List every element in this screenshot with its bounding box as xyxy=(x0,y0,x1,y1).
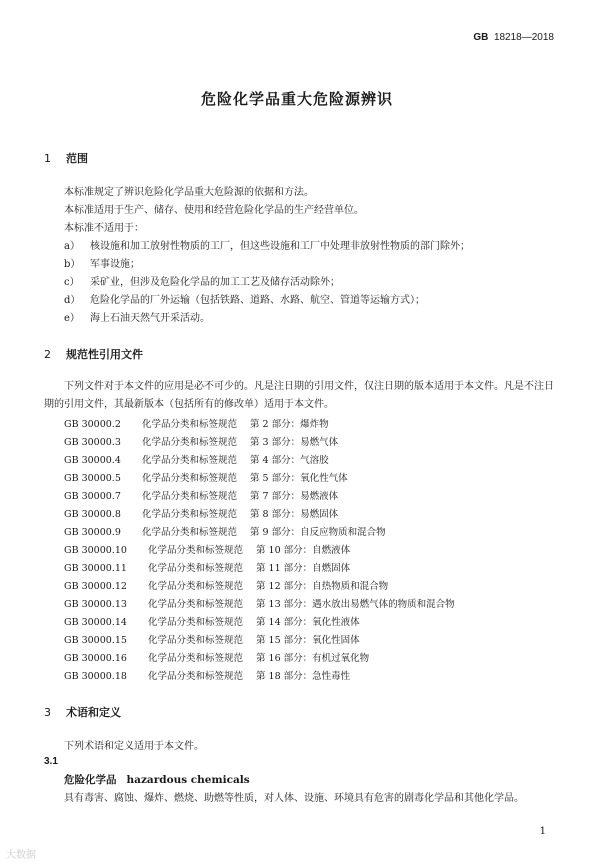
paragraph: 本标准适用于生产、储存、使用和经营危险化学品的生产经营单位。 xyxy=(64,205,364,216)
list-marker: c） xyxy=(64,277,80,288)
reference-item xyxy=(64,650,369,664)
reference-part: 第 3 部分：易燃气体 xyxy=(250,437,339,448)
reference-code: GB 30000.15 xyxy=(64,635,127,646)
reference-title: 化学品分类和标签规范 xyxy=(148,671,244,682)
reference-item xyxy=(64,488,338,502)
reference-code: GB 30000.13 xyxy=(64,599,127,610)
reference-part: 第 4 部分：气溶胶 xyxy=(250,455,329,466)
reference-item xyxy=(64,542,350,556)
reference-item xyxy=(64,470,348,484)
reference-title: 化学品分类和标签规范 xyxy=(142,473,238,484)
term-english: hazardous chemicals xyxy=(126,774,250,786)
reference-part: 第 7 部分：易燃液体 xyxy=(250,491,339,502)
reference-item xyxy=(64,452,329,466)
reference-code: GB 30000.8 xyxy=(64,509,121,520)
reference-code: GB 30000.3 xyxy=(64,437,121,448)
reference-code: GB 30000.7 xyxy=(64,491,121,502)
reference-code: GB 30000.14 xyxy=(64,617,127,628)
section-2-heading xyxy=(44,346,143,362)
reference-part: 第 11 部分：自燃固体 xyxy=(256,563,351,574)
list-text: 采矿业，但涉及危险化学品的加工工艺及储存活动除外； xyxy=(90,277,340,288)
standard-number: 18218—2018 xyxy=(493,32,554,43)
reference-part: 第 14 部分：氧化性液体 xyxy=(256,617,360,628)
paragraph: 下列文件对于本文件的应用是必不可少的。凡是注日期的引用文件，仅注日期的版本适用于本文件。凡是不注日期的引用文件，其最新版本（包括所有的修改单）适用于本文件。 xyxy=(44,381,554,410)
list-item xyxy=(64,273,340,288)
reference-part: 第 16 部分：有机过氧化物 xyxy=(256,653,370,664)
reference-item xyxy=(64,668,350,682)
reference-part: 第 13 部分：遇水放出易燃气体的物质和混合物 xyxy=(256,599,455,610)
list-item xyxy=(64,291,425,306)
reference-code: GB 30000.12 xyxy=(64,581,127,592)
section-number: 3 xyxy=(44,706,51,719)
standard-prefix: GB xyxy=(473,32,489,43)
list-text: 海上石油天然气开采活动。 xyxy=(90,313,210,324)
document-title: 危险化学品重大危险源辨识 xyxy=(200,90,393,108)
reference-title: 化学品分类和标签规范 xyxy=(148,617,244,628)
reference-title: 化学品分类和标签规范 xyxy=(148,653,244,664)
term-definition: 具有毒害、腐蚀、爆炸、燃烧、助燃等性质，对人体、设施、环境具有危害的剧毒化学品和其他化学品。 xyxy=(64,793,524,804)
reference-code: GB 30000.4 xyxy=(64,455,121,466)
reference-part: 第 9 部分：自反应物质和混合物 xyxy=(250,527,386,538)
term-chinese: 危险化学品 xyxy=(64,774,117,786)
reference-item xyxy=(64,434,338,448)
reference-part: 第 18 部分：急性毒性 xyxy=(256,671,351,682)
reference-item xyxy=(64,596,455,610)
reference-title: 化学品分类和标签规范 xyxy=(148,635,244,646)
reference-title: 化学品分类和标签规范 xyxy=(142,527,238,538)
reference-title: 化学品分类和标签规范 xyxy=(148,563,244,574)
reference-code: GB 30000.16 xyxy=(64,653,127,664)
reference-item xyxy=(64,416,329,430)
list-marker: d） xyxy=(64,295,81,306)
subsection-number: 3.1 xyxy=(44,756,58,767)
reference-part: 第 15 部分：氧化性固体 xyxy=(256,635,360,646)
term xyxy=(64,772,250,787)
list-item xyxy=(64,237,470,252)
reference-code: GB 30000.5 xyxy=(64,473,121,484)
reference-title: 化学品分类和标签规范 xyxy=(148,581,244,592)
reference-item xyxy=(64,578,388,592)
section-number: 2 xyxy=(44,348,51,361)
section-number: 1 xyxy=(44,152,51,165)
list-item xyxy=(64,255,140,270)
list-text: 危险化学品的厂外运输（包括铁路、道路、水路、航空、管道等运输方式）； xyxy=(90,295,425,306)
reference-title: 化学品分类和标签规范 xyxy=(142,509,238,520)
standard-code xyxy=(473,32,554,43)
reference-code: GB 30000.2 xyxy=(64,419,121,430)
reference-title: 化学品分类和标签规范 xyxy=(142,437,238,448)
section-title: 规范性引用文件 xyxy=(66,348,143,361)
reference-item xyxy=(64,524,386,538)
reference-title: 化学品分类和标签规范 xyxy=(148,599,244,610)
list-item xyxy=(64,309,210,324)
reference-item xyxy=(64,614,360,628)
section-3-heading xyxy=(44,704,121,720)
reference-title: 化学品分类和标签规范 xyxy=(142,419,238,430)
reference-item xyxy=(64,506,338,520)
paragraph: 本标准不适用于： xyxy=(64,223,144,234)
paragraph: 下列术语和定义适用于本文件。 xyxy=(64,741,204,752)
reference-part: 第 5 部分：氧化性气体 xyxy=(250,473,348,484)
reference-code: GB 30000.18 xyxy=(64,671,127,682)
section-1-heading xyxy=(44,150,88,166)
reference-part: 第 8 部分：易燃固体 xyxy=(250,509,339,520)
paragraph: 本标准规定了辨识危险化学品重大危险源的依据和方法。 xyxy=(64,187,314,198)
reference-title: 化学品分类和标签规范 xyxy=(142,455,238,466)
reference-part: 第 10 部分：自燃液体 xyxy=(256,545,351,556)
section-title: 术语和定义 xyxy=(66,706,121,719)
reference-part: 第 2 部分：爆炸物 xyxy=(250,419,329,430)
list-marker: b） xyxy=(64,259,81,270)
watermark: 大数据 xyxy=(6,850,36,861)
list-text: 核设施和加工放射性物质的工厂，但这些设施和工厂中处理非放射性物质的部门除外； xyxy=(90,241,470,252)
reference-code: GB 30000.9 xyxy=(64,527,121,538)
section-title: 范围 xyxy=(66,152,88,165)
reference-title: 化学品分类和标签规范 xyxy=(148,545,244,556)
reference-item xyxy=(64,632,360,646)
reference-part: 第 12 部分：自热物质和混合物 xyxy=(256,581,389,592)
list-marker: e） xyxy=(64,313,80,324)
reference-code: GB 30000.10 xyxy=(64,545,127,556)
page-number: 1 xyxy=(539,826,546,837)
list-text: 军事设施； xyxy=(90,259,140,270)
reference-title: 化学品分类和标签规范 xyxy=(142,491,238,502)
reference-code: GB 30000.11 xyxy=(64,563,127,574)
reference-item xyxy=(64,560,350,574)
list-marker: a） xyxy=(64,241,80,252)
